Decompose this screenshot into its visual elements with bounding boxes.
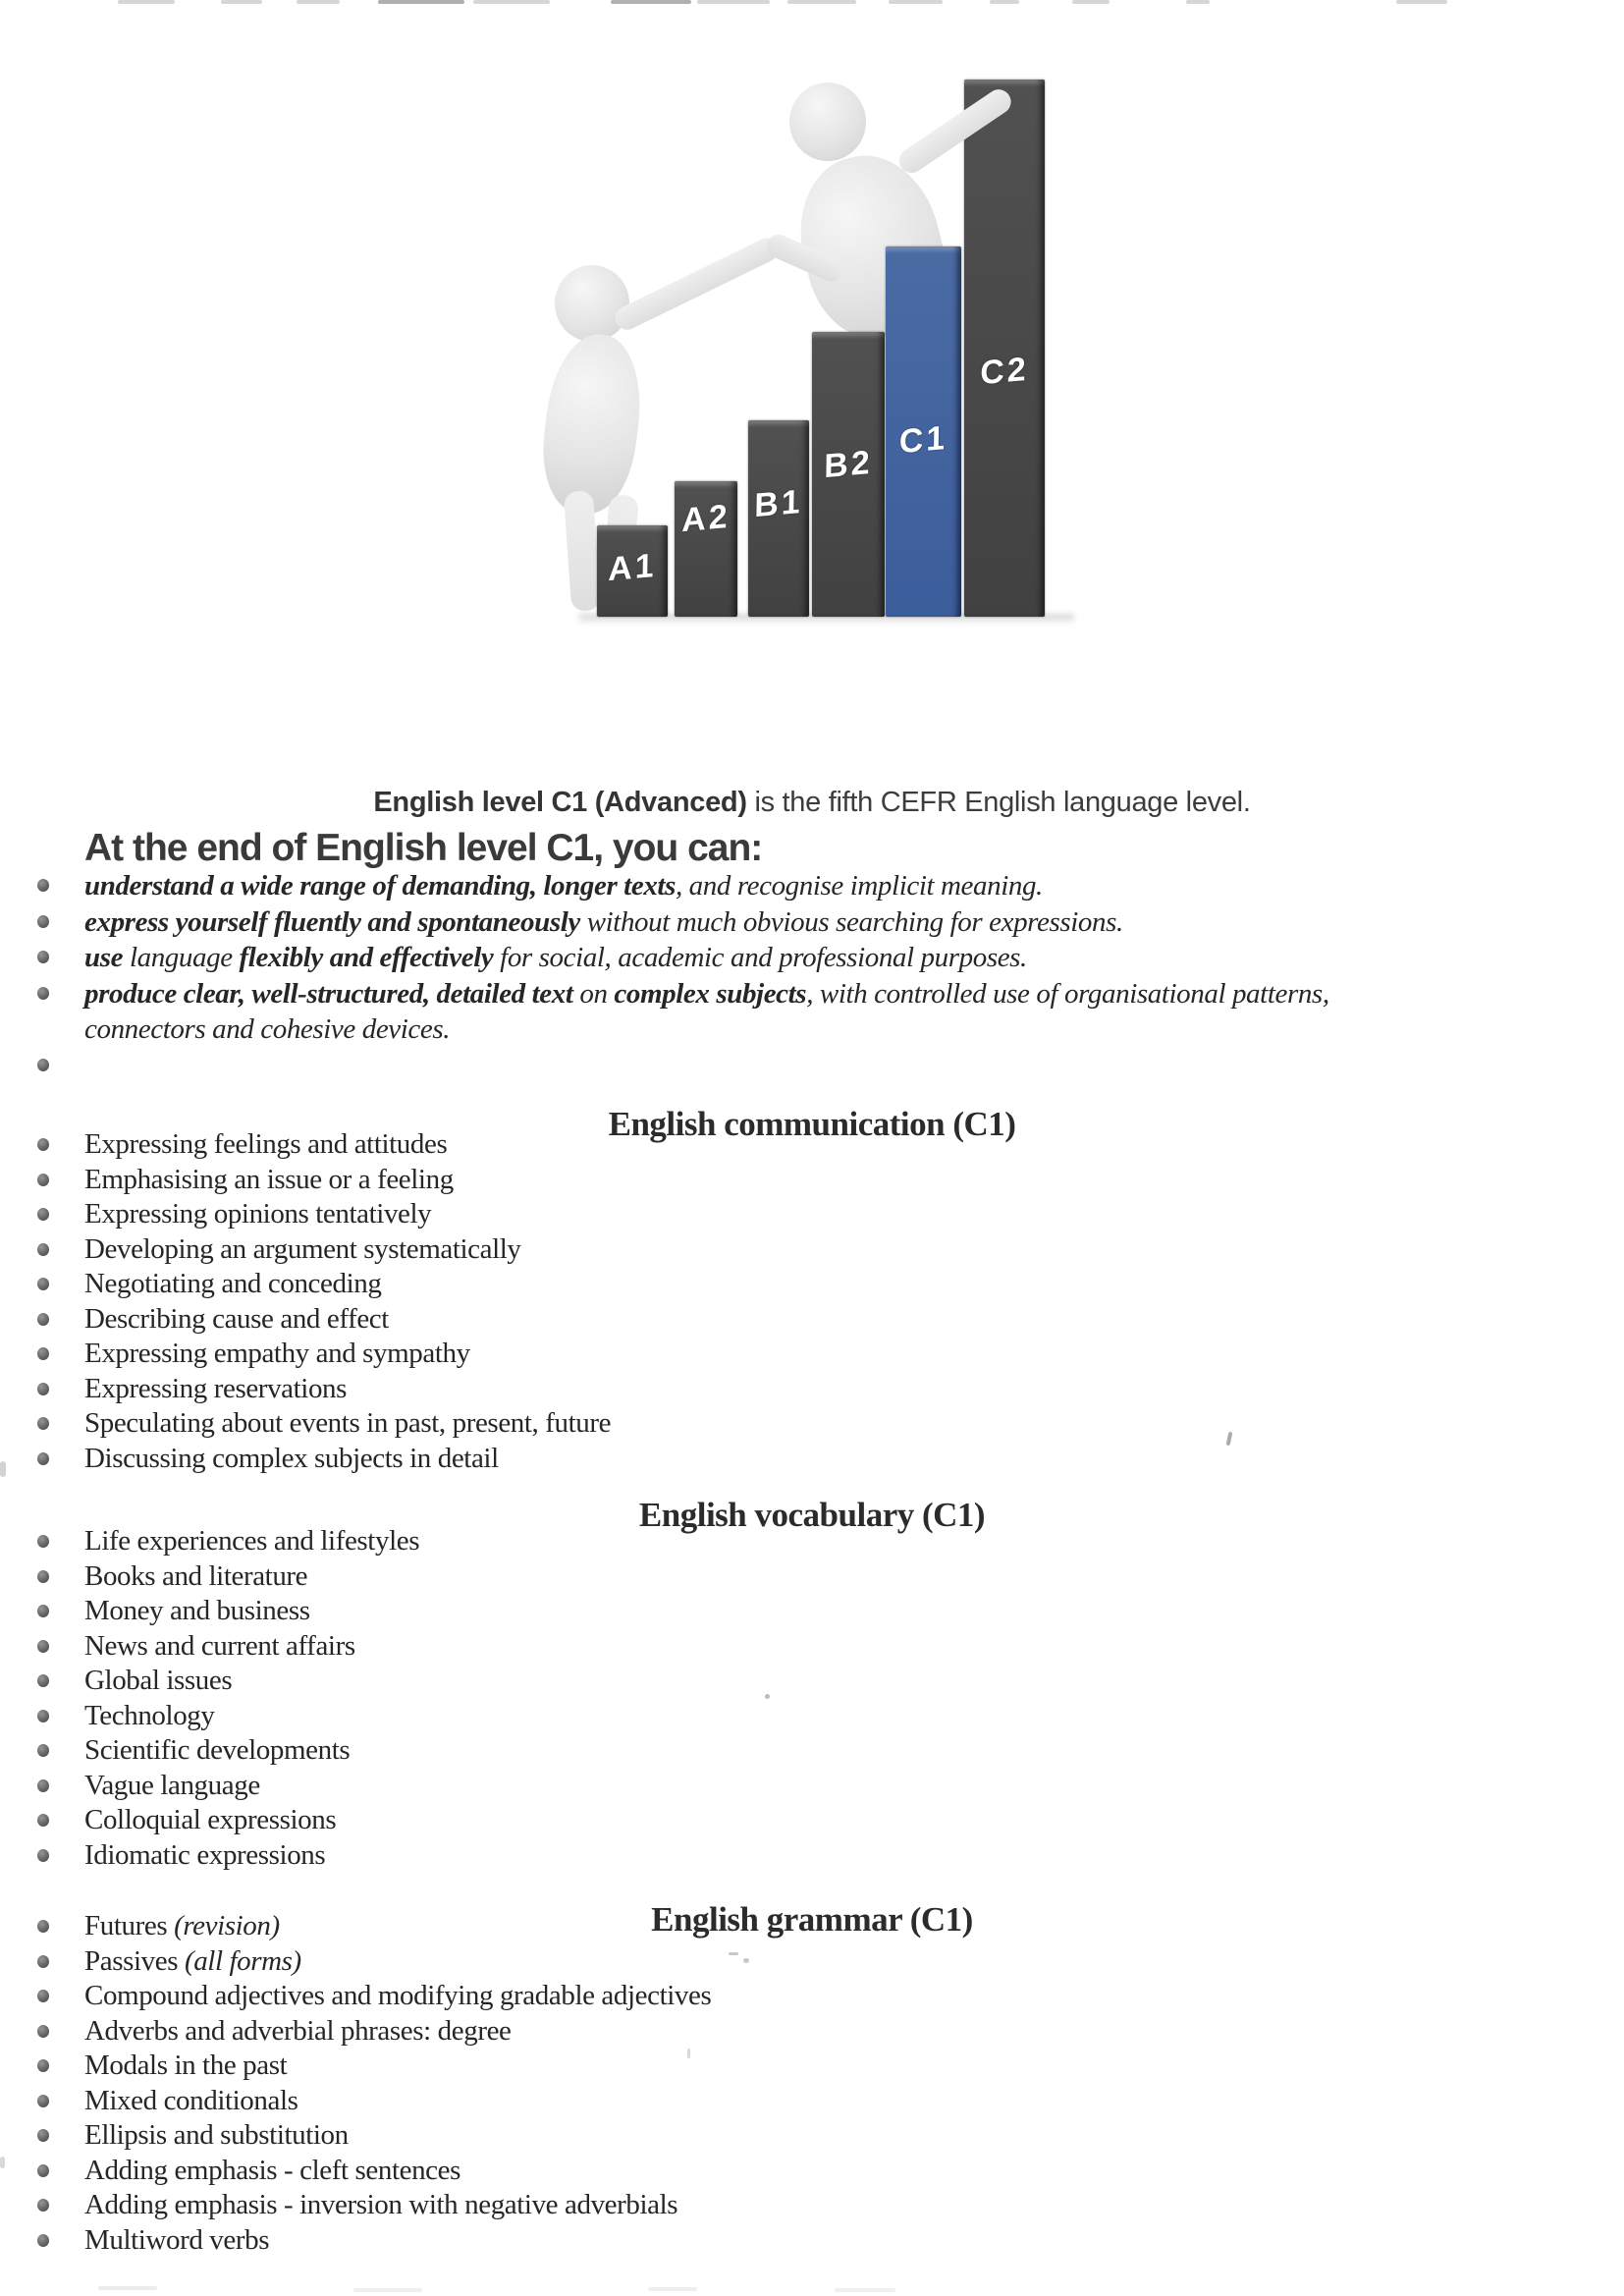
list-item: Negotiating and conceding (0, 1267, 1473, 1302)
scan-artifact (353, 2288, 422, 2292)
scan-artifact (687, 2049, 690, 2058)
list-item: Vague language (0, 1769, 1473, 1804)
list-item: Life experiences and lifestyles (0, 1524, 1473, 1559)
cefr-bar-a2 (675, 481, 737, 617)
list-item: Expressing reservations (0, 1372, 1473, 1407)
scan-artifact (221, 0, 262, 4)
intro-sentence (0, 787, 1624, 819)
list-item: Expressing opinions tentatively (0, 1197, 1473, 1232)
can-do-item: use language flexibly and effectively for social, academic and professional purposes. (0, 940, 1390, 976)
list-item: Discussing complex subjects in detail (0, 1442, 1473, 1477)
scan-artifact (743, 1958, 749, 1963)
list-item: Compound adjectives and modifying gradable adjectives (0, 1979, 1473, 2014)
scan-artifact (297, 0, 340, 4)
list-item: Money and business (0, 1594, 1473, 1629)
list-item: Modals in the past (0, 2049, 1473, 2084)
list-item: Colloquial expressions (0, 1803, 1473, 1838)
scan-artifact (729, 1952, 738, 1955)
cefr-bar-c1 (886, 246, 961, 617)
section-title-vocabulary: English vocabulary (C1) (638, 1496, 986, 1535)
cefr-bar-b1 (748, 420, 809, 617)
page-title: At the end of English level C1, you can: (84, 827, 763, 870)
list-item: Books and literature (0, 1559, 1473, 1595)
intro-bold: English level C1 (Advanced) (373, 787, 747, 818)
scan-artifact (787, 0, 856, 4)
cefr-bar-label: C2 (980, 350, 1029, 393)
can-do-item-empty (0, 1048, 1390, 1083)
scan-artifact (1396, 0, 1447, 4)
list-item: Mixed conditionals (0, 2084, 1473, 2119)
scan-artifact (889, 0, 943, 4)
cefr-bar-label: C1 (898, 418, 948, 462)
list-item: Emphasising an issue or a feeling (0, 1163, 1473, 1198)
can-do-item: express yourself fluently and spontaneously without much obvious searching for expressions. (0, 904, 1390, 941)
scan-artifact (1072, 0, 1110, 4)
list-item: Expressing empathy and sympathy (0, 1337, 1473, 1372)
cefr-bar-label: B2 (824, 443, 873, 486)
cefr-bar-label: A2 (681, 497, 731, 540)
list-item: News and current affairs (0, 1629, 1473, 1665)
scan-artifact (835, 2288, 895, 2292)
grammar-list (0, 1909, 1473, 2258)
cefr-bar-label: B1 (754, 482, 803, 525)
figure-upper-head (789, 82, 866, 161)
scan-artifact (378, 0, 464, 4)
scan-artifact (118, 0, 175, 4)
list-item: Adding emphasis - inversion with negative adverbials (0, 2188, 1473, 2223)
scan-artifact (473, 0, 550, 4)
list-item: Global issues (0, 1664, 1473, 1699)
scan-artifact (0, 2157, 5, 2168)
list-item: Speculating about events in past, present, future (0, 1406, 1473, 1442)
scan-artifact (0, 1461, 6, 1477)
can-do-item: understand a wide range of demanding, longer texts, and recognise implicit meaning. (0, 868, 1390, 904)
list-item: Multiword verbs (0, 2223, 1473, 2259)
figure-lower-arm (612, 234, 783, 333)
can-do-item: produce clear, well-structured, detailed text on complex subjects, with controlled use of organisational patterns, connectors and cohesive devices. (0, 976, 1390, 1048)
list-item: Passives (all forms) (0, 1944, 1473, 1980)
list-item: Scientific developments (0, 1733, 1473, 1769)
figure-lower-body (535, 329, 648, 518)
scan-artifact (98, 2286, 157, 2290)
cefr-bar-b2 (812, 332, 885, 617)
scan-artifact (697, 0, 770, 4)
scan-artifact (990, 0, 1019, 4)
scan-artifact (1186, 0, 1210, 4)
vocabulary-list (0, 1524, 1473, 1873)
list-item: Describing cause and effect (0, 1302, 1473, 1338)
figure-lower-head (555, 265, 629, 342)
communication-list (0, 1127, 1473, 1476)
list-item: Idiomatic expressions (0, 1838, 1473, 1874)
cefr-bar-a1 (597, 525, 668, 617)
list-item: Technology (0, 1699, 1473, 1734)
cefr-bar-c2 (964, 80, 1045, 617)
list-item: Adverbs and adverbial phrases: degree (0, 2014, 1473, 2050)
can-do-list (0, 868, 1390, 1083)
scan-artifact (611, 0, 691, 4)
section-title-grammar: English grammar (C1) (651, 1900, 973, 1940)
scan-artifact (765, 1694, 770, 1699)
list-item: Ellipsis and substitution (0, 2118, 1473, 2154)
list-item: Adding emphasis - cleft sentences (0, 2154, 1473, 2189)
intro-rest: is the fifth CEFR English language level. (746, 787, 1251, 818)
list-item: Developing an argument systematically (0, 1232, 1473, 1268)
list-item: Expressing feelings and attitudes (0, 1127, 1473, 1163)
cefr-bar-label: A1 (608, 546, 657, 589)
scan-artifact (648, 2287, 697, 2291)
list-item: Futures (revision) (0, 1909, 1473, 1944)
cefr-levels-illustration (511, 61, 1080, 623)
section-title-communication: English communication (C1) (608, 1105, 1016, 1144)
